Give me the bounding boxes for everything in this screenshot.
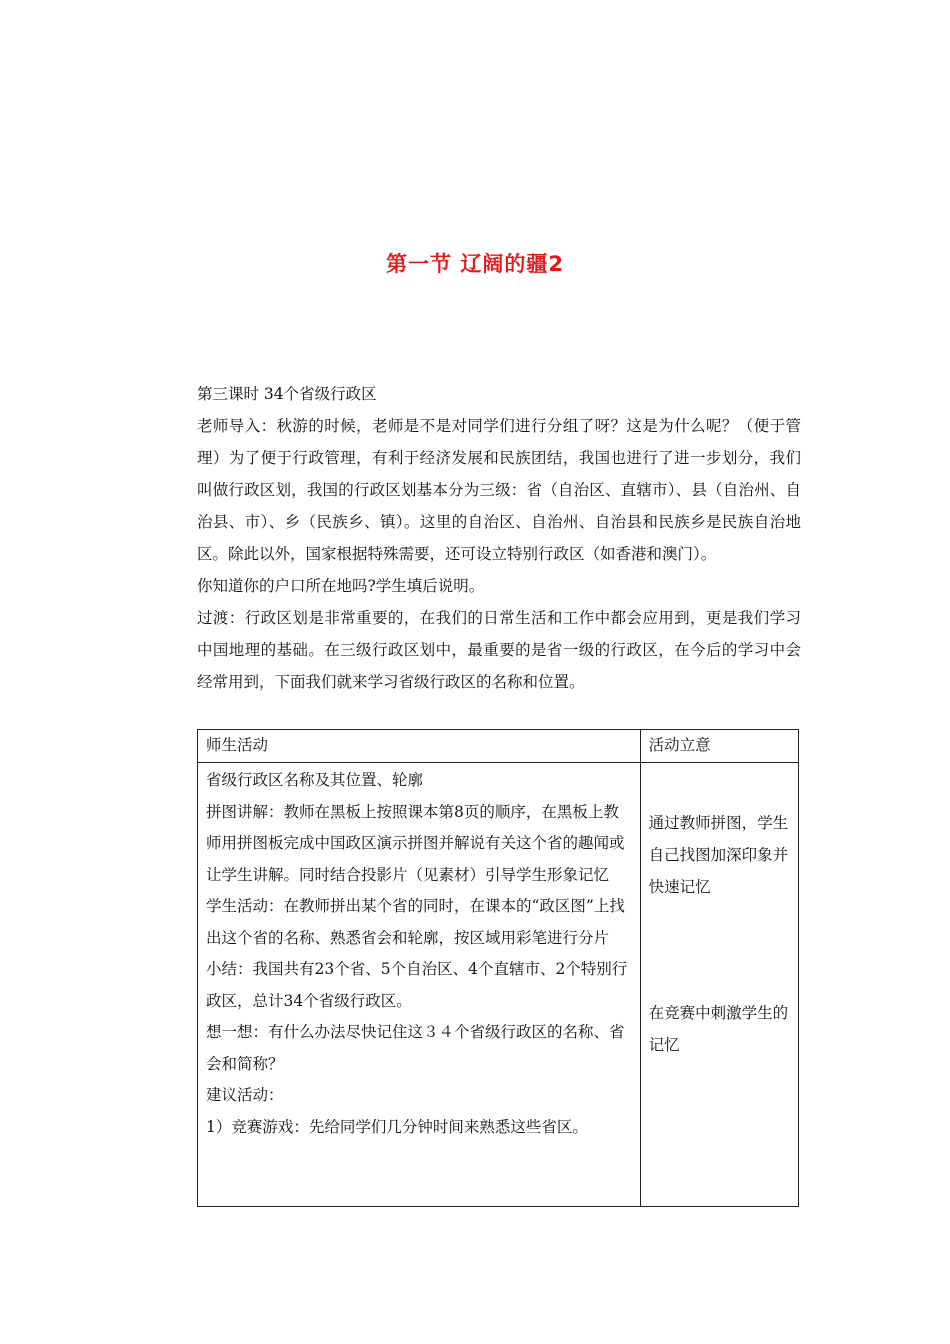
- transition-paragraph: 过渡：行政区划是非常重要的，在我们的日常生活和工作中都会应用到，更是我们学习中国地理的基础。在三级行政区划中，最重要的是省一级的行政区，在今后的学习中会经常用到，下面我们就来学习省级行政区的名称和位置。: [197, 609, 801, 691]
- body-text: [197, 378, 801, 698]
- activity-think: 想一想：有什么办法尽快记住这３４个省级行政区的名称、省会和简称？: [206, 1023, 625, 1073]
- header-activity-purpose: 活动立意: [640, 730, 798, 763]
- table-row: [198, 763, 799, 1207]
- purpose-cell: [640, 763, 798, 1207]
- header-teacher-student-activity: 师生活动: [198, 730, 641, 763]
- activity-suggestion-label: 建议活动：: [206, 1086, 284, 1104]
- lesson-plan-table: [197, 729, 799, 1207]
- activity-game: 1）竞赛游戏：先给同学们几分钟时间来熟悉这些省区。: [206, 1117, 588, 1136]
- activity-cell: [198, 763, 641, 1207]
- activity-summary: 小结：我国共有23个省、5个自治区、4个直辖市、2个特别行政区，总计34个省级行政区。: [206, 960, 628, 1010]
- intro-paragraph: 老师导入：秋游的时候，老师是不是对同学们进行分组了呀？这是为什么呢？（便于管理）为了便于行政管理，有利于经济发展和民族团结，我国也进行了进一步划分，我们叫做行政区划，我国的行政区划基本分为三级：省（自治区、直辖市）、县（自治州、自治县、市）、乡（民族乡、镇）。这里的自治区、自治州、自治县和民族乡是民族自治地区。除此以外，国家根据特殊需要，还可设立特别行政区（如香港和澳门）。: [197, 417, 801, 563]
- activity-puzzle-explanation: 拼图讲解：教师在黑板上按照课本第8页的顺序，在黑板上教师用拼图板完成中国政区演示拼图并解说有关这个省的趣闻或让学生讲解。同时结合投影片（见素材）引导学生形象记忆: [206, 802, 625, 884]
- document-title: 第一节 辽阔的疆2: [386, 252, 564, 276]
- activity-topic: 省级行政区名称及其位置、轮廓: [206, 771, 424, 789]
- question-paragraph: 你知道你的户口所在地吗?学生填后说明。: [197, 577, 485, 595]
- activity-student: 学生活动：在教师拼出某个省的同时，在课本的“政区图”上找出这个省的名称、熟悉省会和轮廓，按区域用彩笔进行分片: [206, 897, 625, 947]
- lesson-heading: 第三课时 34个省级行政区: [197, 385, 377, 403]
- purpose-note-puzzle: 通过教师拼图，学生自己找图加深印象并快速记忆: [648, 814, 789, 896]
- table-header-row: [198, 730, 799, 763]
- purpose-note-competition: 在竞赛中刺激学生的记忆: [648, 1004, 789, 1054]
